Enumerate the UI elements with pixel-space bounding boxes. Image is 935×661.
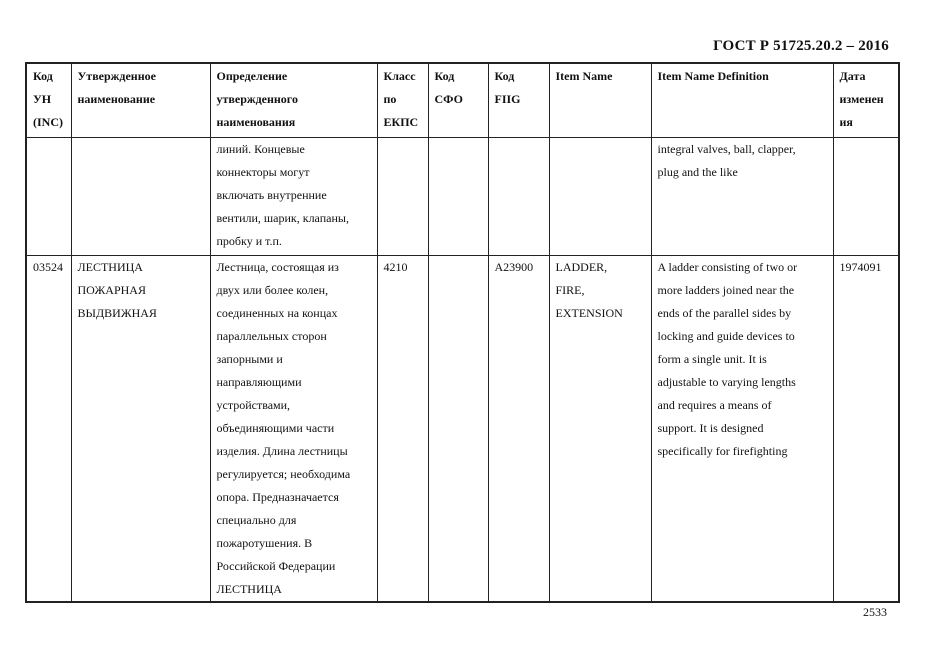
cell-text-line: Лестница, состоящая из bbox=[216, 260, 339, 274]
column-header-approved-name bbox=[71, 63, 210, 138]
cell-text-line: объединяющими части bbox=[216, 421, 335, 435]
cell-text-line: ends of the parallel sides by bbox=[657, 306, 792, 320]
cell-sfo-code bbox=[428, 256, 488, 603]
column-header-fiig-code bbox=[488, 63, 549, 138]
item-name-table bbox=[25, 62, 900, 603]
cell-text-line: коннекторы могут bbox=[216, 165, 310, 179]
cell-text-line: specifically for firefighting bbox=[657, 444, 788, 458]
cell-approved-name bbox=[71, 138, 210, 256]
header-text-line: по bbox=[383, 92, 397, 106]
header-text-line: Определение bbox=[216, 69, 288, 83]
column-header-ekps-class bbox=[377, 63, 428, 138]
header-text-line: изменен bbox=[839, 92, 884, 106]
cell-text-line: параллельных сторон bbox=[216, 329, 327, 343]
cell-text-line: опора. Предназначается bbox=[216, 490, 339, 504]
cell-code-inc bbox=[26, 256, 71, 603]
header-text-line: наименования bbox=[216, 115, 296, 129]
document-title: ГОСТ Р 51725.20.2 – 2016 bbox=[713, 38, 889, 54]
cell-approved-name bbox=[71, 256, 210, 603]
header-text-line: ия bbox=[839, 115, 853, 129]
header-text-line: Код bbox=[434, 69, 455, 83]
header-text-line: FIIG bbox=[494, 92, 521, 106]
column-header-item-name-definition bbox=[651, 63, 833, 138]
table-row bbox=[26, 138, 899, 256]
cell-text-line: adjustable to varying lengths bbox=[657, 375, 796, 389]
header-text-line: утвержденного bbox=[216, 92, 298, 106]
cell-change-date bbox=[833, 256, 899, 603]
cell-text-line: пожаротушения. В bbox=[216, 536, 313, 550]
cell-text-line: ЛЕСТНИЦА bbox=[77, 260, 143, 274]
cell-ekps-class bbox=[377, 256, 428, 603]
cell-text-line: вентили, шарик, клапаны, bbox=[216, 211, 349, 225]
cell-text-line: линий. Концевые bbox=[216, 142, 305, 156]
cell-text-line: ВЫДВИЖНАЯ bbox=[77, 306, 157, 320]
cell-text-line: регулируется; необходима bbox=[216, 467, 351, 481]
cell-text-line: пробку и т.п. bbox=[216, 234, 282, 248]
cell-text-line: ЛЕСТНИЦА bbox=[216, 582, 282, 596]
cell-text-line: Российской Федерации bbox=[216, 559, 336, 573]
cell-item-name-definition bbox=[651, 256, 833, 603]
cell-fiig-code bbox=[488, 138, 549, 256]
cell-text-line: integral valves, ball, clapper, bbox=[657, 142, 796, 156]
cell-text-line: LADDER, bbox=[555, 260, 608, 274]
cell-code-inc bbox=[26, 138, 71, 256]
cell-item-name bbox=[549, 138, 651, 256]
header-text-line: СФО bbox=[434, 92, 463, 106]
cell-text-line: plug and the like bbox=[657, 165, 738, 179]
header-text-line: (INC) bbox=[33, 115, 63, 129]
cell-text-line: FIRE, bbox=[555, 283, 585, 297]
cell-ekps-class bbox=[377, 138, 428, 256]
cell-text-line: more ladders joined near the bbox=[657, 283, 795, 297]
header-text-line: ЕКПС bbox=[383, 115, 419, 129]
cell-text-line: form a single unit. It is bbox=[657, 352, 767, 366]
cell-text-line: 4210 bbox=[383, 260, 408, 274]
header-text-line: Утвержденное bbox=[77, 69, 156, 83]
column-header-definition bbox=[210, 63, 377, 138]
cell-text-line: запорными и bbox=[216, 352, 283, 366]
cell-text-line: включать внутренние bbox=[216, 188, 327, 202]
page-number: 2533 bbox=[863, 605, 887, 619]
column-header-code-inc bbox=[26, 63, 71, 138]
cell-definition bbox=[210, 138, 377, 256]
cell-text-line: and requires a means of bbox=[657, 398, 772, 412]
cell-item-name bbox=[549, 256, 651, 603]
column-header-sfo-code bbox=[428, 63, 488, 138]
cell-text-line: 1974091 bbox=[839, 260, 882, 274]
cell-text-line: 03524 bbox=[33, 260, 63, 274]
column-header-change-date bbox=[833, 63, 899, 138]
header-text-line: наименование bbox=[77, 92, 156, 106]
cell-text-line: изделия. Длина лестницы bbox=[216, 444, 348, 458]
cell-change-date bbox=[833, 138, 899, 256]
header-text-line: УН bbox=[33, 92, 52, 106]
cell-text-line: соединенных на концах bbox=[216, 306, 338, 320]
cell-item-name-definition bbox=[651, 138, 833, 256]
cell-text-line: EXTENSION bbox=[555, 306, 623, 320]
cell-text-line: A ladder consisting of two or bbox=[657, 260, 798, 274]
header-text-line: Код bbox=[494, 69, 515, 83]
header-text-line: Код bbox=[33, 69, 53, 83]
cell-text-line: двух или более колен, bbox=[216, 283, 329, 297]
header-text-line: Класс bbox=[383, 69, 416, 83]
cell-definition bbox=[210, 256, 377, 603]
table-header-row bbox=[26, 63, 899, 138]
cell-text-line: устройствами, bbox=[216, 398, 291, 412]
cell-fiig-code bbox=[488, 256, 549, 603]
cell-text-line: support. It is designed bbox=[657, 421, 764, 435]
cell-sfo-code bbox=[428, 138, 488, 256]
table-row bbox=[26, 256, 899, 603]
header-text-line: Item Name bbox=[555, 69, 613, 83]
cell-text-line: ПОЖАРНАЯ bbox=[77, 283, 146, 297]
cell-text-line: locking and guide devices to bbox=[657, 329, 795, 343]
cell-text-line: специально для bbox=[216, 513, 297, 527]
column-header-item-name bbox=[549, 63, 651, 138]
cell-text-line: A23900 bbox=[494, 260, 534, 274]
cell-text-line: направляющими bbox=[216, 375, 302, 389]
header-text-line: Item Name Definition bbox=[657, 69, 769, 83]
header-text-line: Дата bbox=[839, 69, 866, 83]
